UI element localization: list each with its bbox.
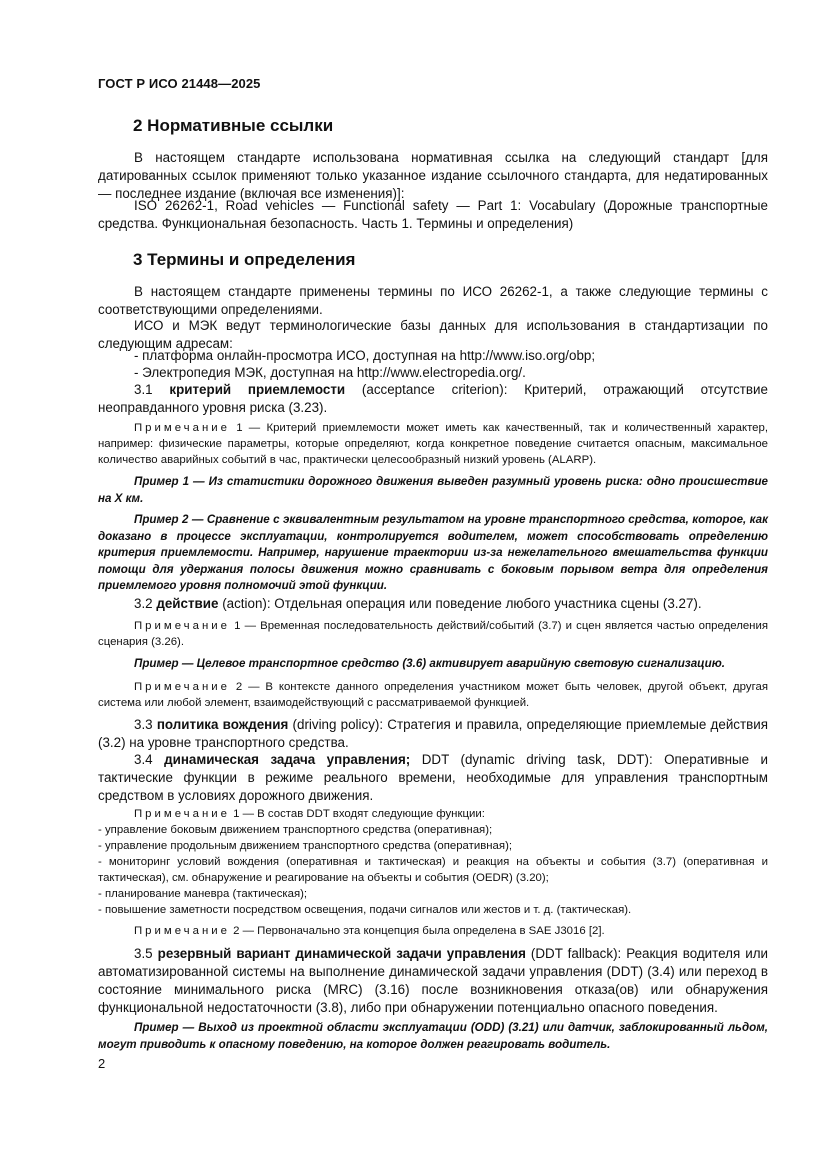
- ddt-item-visibility: - повышение заметности посредством освещения, подачи сигналов или жестов и т. д. (тактическая).: [98, 904, 632, 916]
- bullet-iso-obp: - платформа онлайн-просмотра ИСО, доступная на http://www.iso.org/obp;: [134, 348, 596, 363]
- term-3-3-name: политика вождения: [156, 717, 289, 732]
- term-3-3: 3.3 политика вождения (driving policy): Стратегия и правила, определяющие приемлемые действия (3.2) на уровне транспортного средства.: [98, 717, 768, 750]
- section-3-databases: ИСО и МЭК ведут терминологические базы данных для использования в стандартизации по следующим адресам:: [98, 318, 768, 351]
- term-3-2-note-1: Примечание 1 — Временная последовательность действий/событий (3.7) и сцен является частью определения сценария (3.26).: [98, 620, 768, 648]
- ddt-item-longitudinal: - управление продольным движением транспортного средства (оперативная);: [98, 840, 513, 852]
- term-3-2-example: Пример — Целевое транспортное средство (3.6) активирует аварийную световую сигнализацию.: [134, 657, 725, 670]
- ddt-item-monitoring: - мониторинг условий вождения (оперативная и тактическая) и реакция на объекты и события (3.7) (оперативная и тактическая), см. обнаружение и реагирование на объекты и события (OEDR) (3.20);: [98, 856, 768, 884]
- term-3-1: 3.1 критерий приемлемости (acceptance criterion): Критерий, отражающий отсутствие неоправданного уровня риска (3.23).: [98, 382, 768, 415]
- bullet-electropedia: - Электропедия МЭК, доступная на http://www.electropedia.org/.: [134, 365, 526, 380]
- ddt-item-lateral: - управление боковым движением транспортного средства (оперативная);: [98, 824, 493, 836]
- section-2-reference: ISO 26262-1, Road vehicles — Functional safety — Part 1: Vocabulary (Дорожные транспортные средства. Функциональная безопасность. Часть 1. Термины и определения): [98, 198, 768, 231]
- term-3-5: 3.5 резервный вариант динамической задачи управления (DDT fallback): Реакция водителя или автоматизированной системы на выполнение динамической задачи управления (DDT) (3.4) или переход в состояние минимального риска (MRC) (3.16) после возникновения отказа(ов) или обнаружения функциональной недостаточности (3.8), либо при обнаружении потенциально опасного поведения.: [98, 946, 768, 1015]
- section-2-title: 2 Нормативные ссылки: [133, 116, 334, 135]
- ddt-item-maneuver: - планирование маневра (тактическая);: [98, 888, 308, 900]
- term-3-1-name: критерий приемлемости: [169, 382, 346, 397]
- page-number: 2: [98, 1056, 106, 1071]
- term-3-4-name: динамическая задача управления;: [164, 752, 411, 767]
- term-3-4: 3.4 динамическая задача управления; DDT (dynamic driving task, DDT): Оперативные и тактические функции в режиме реального времени, необходимые для управления транспортным средством в условиях дорожного движения.: [98, 752, 768, 803]
- term-3-2-note-2: Примечание 2 — В контексте данного определения участником может быть человек, другой объект, другая система или любой элемент, взаимодействующий с рассматриваемой функцией.: [98, 681, 768, 709]
- term-3-5-name: резервный вариант динамической задачи управления: [157, 946, 526, 961]
- term-3-2: 3.2 действие (action): Отдельная операция или поведение любого участника сцены (3.27).: [134, 596, 702, 611]
- term-3-2-name: действие: [156, 596, 219, 611]
- section-2-paragraph: В настоящем стандарте использована нормативная ссылка на следующий стандарт [для датированных ссылок применяют только указанное издание ссылочного стандарта, для недатированных — последнее издание (включая все изменения)]:: [98, 150, 768, 201]
- section-3-title: 3 Термины и определения: [133, 250, 356, 269]
- term-3-4-note-2: Примечание 2 — Первоначально эта концепция была определена в SAE J3016 [2].: [134, 925, 605, 937]
- term-3-1-note: Примечание 1 — Критерий приемлемости может иметь как качественный, так и количественный характер, например: физические параметры, которые определяют, когда конкретное поведение считается опасным, максимальное количество аварийных событий в час, практически целесообразный низкий уровень (ALARP).: [98, 422, 768, 466]
- term-3-5-example: Пример — Выход из проектной области эксплуатации (ODD) (3.21) или датчик, заблокированный льдом, могут приводить к опасному поведению, на которое должен реагировать водитель.: [98, 1021, 768, 1051]
- term-3-1-example-2: Пример 2 — Сравнение с эквивалентным результатом на уровне транспортного средства, которое, как доказано в процессе эксплуатации, контролируется водителем, может способствовать определению критерия приемлемости. Например, нарушение траектории из-за нежелательного вмешательства функции помощи для удержания полосы движения можно сравнивать с боковым порывом ветра для определения приемлемого уровня полномочий этой функции.: [98, 513, 768, 593]
- section-3-intro: В настоящем стандарте применены термины по ИСО 26262-1, а также следующие термины с соответствующими определениями.: [98, 284, 768, 317]
- term-3-1-example-1: Пример 1 — Из статистики дорожного движения выведен разумный уровень риска: одно происшествие на X км.: [98, 475, 768, 505]
- term-3-4-note-1: Примечание 1 — В состав DDT входят следующие функции:: [134, 808, 485, 820]
- document-header: ГОСТ Р ИСО 21448—2025: [98, 76, 261, 91]
